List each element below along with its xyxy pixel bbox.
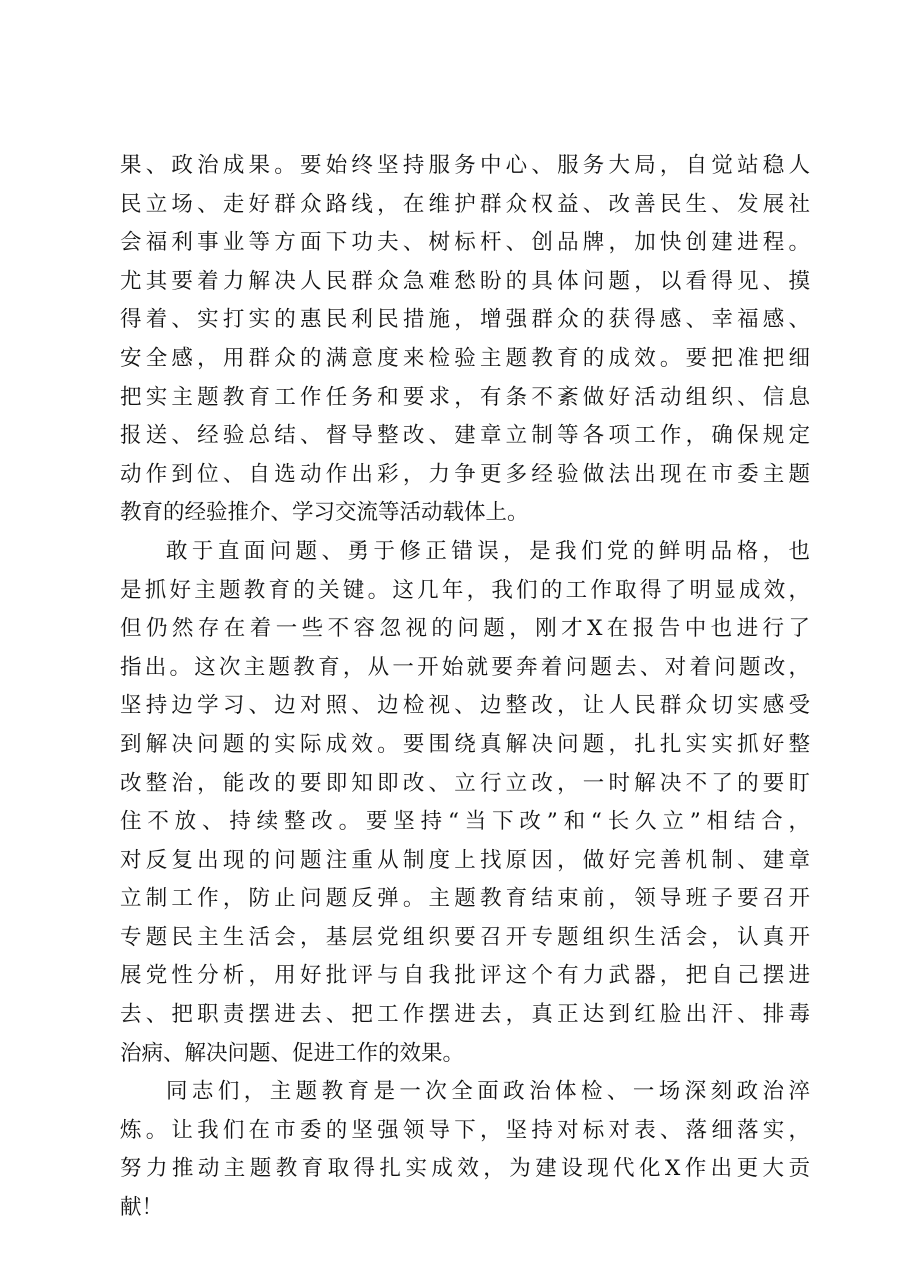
text-line: 专题民主生活会，基层党组织要召开专题组织生活会，认真开 xyxy=(120,924,810,950)
text-line: 指出。这次主题教育，从一开始就要奔着问题去、对着问题改， xyxy=(120,654,810,680)
text-line: 到解决问题的实际成效。要围绕真解决问题，扎扎实实抓好整 xyxy=(120,731,810,757)
text-line: 教育的经验推介、学习交流等活动载体上。 xyxy=(120,500,529,526)
text-line: 果、政治成果。要始终坚持服务中心、服务大局，自觉站稳人 xyxy=(120,153,810,178)
text-line: 但仍然存在着一些不容忽视的问题，刚才X在报告中也进行了 xyxy=(120,616,810,642)
paragraph-3 xyxy=(120,1073,810,1227)
text-line: 住不放、持续整改。要坚持“当下改”和“长久立”相结合， xyxy=(120,809,810,835)
text-line: 展党性分析，用好批评与自我批评这个有力武器，把自己摆进 xyxy=(120,963,810,989)
text-line: 立制工作，防止问题反弹。主题教育结束前，领导班子要召开 xyxy=(120,886,810,912)
text-line: 把实主题教育工作任务和要求，有条不紊做好活动组织、信息 xyxy=(120,384,810,410)
text-line: 尤其要着力解决人民群众急难愁盼的具体问题，以看得见、摸 xyxy=(120,268,810,294)
text-line: 努力推动主题教育取得扎实成效，为建设现代化X作出更大贡 xyxy=(120,1156,810,1182)
text-line: 献！ xyxy=(120,1195,164,1221)
text-line: 敢于直面问题、勇于修正错误，是我们党的鲜明品格，也 xyxy=(166,538,810,564)
text-line: 对反复出现的问题注重从制度上找原因，做好完善机制、建章 xyxy=(120,847,810,873)
paragraph-2 xyxy=(120,533,810,1073)
text-line: 得着、实打实的惠民利民措施，增强群众的获得感、幸福感、 xyxy=(120,307,810,333)
text-line: 民立场、走好群众路线，在维护群众权益、改善民生、发展社 xyxy=(120,191,810,217)
text-line: 去、把职责摆进去、把工作摆进去，真正达到红脸出汗、排毒 xyxy=(120,1002,810,1028)
document-body xyxy=(120,147,810,1228)
paragraph-1 xyxy=(120,147,810,533)
text-line: 会福利事业等方面下功夫、树标杆、创品牌，加快创建进程。 xyxy=(120,230,810,256)
text-line: 动作到位、自选动作出彩，力争更多经验做法出现在市委主题 xyxy=(120,461,810,487)
text-line: 安全感，用群众的满意度来检验主题教育的成效。要把准把细 xyxy=(120,345,810,371)
text-line: 治病、解决问题、促进工作的效果。 xyxy=(120,1040,465,1066)
text-line: 改整治，能改的要即知即改、立行立改，一时解决不了的要盯 xyxy=(120,770,810,796)
text-line: 是抓好主题教育的关键。这几年，我们的工作取得了明显成效， xyxy=(120,577,810,603)
text-line: 同志们，主题教育是一次全面政治体检、一场深刻政治淬 xyxy=(166,1079,810,1105)
text-line: 报送、经验总结、督导整改、建章立制等各项工作，确保规定 xyxy=(120,423,810,449)
text-line: 坚持边学习、边对照、边检视、边整改，让人民群众切实感受 xyxy=(120,693,810,719)
text-line: 炼。让我们在市委的坚强领导下，坚持对标对表、落细落实， xyxy=(120,1117,810,1143)
